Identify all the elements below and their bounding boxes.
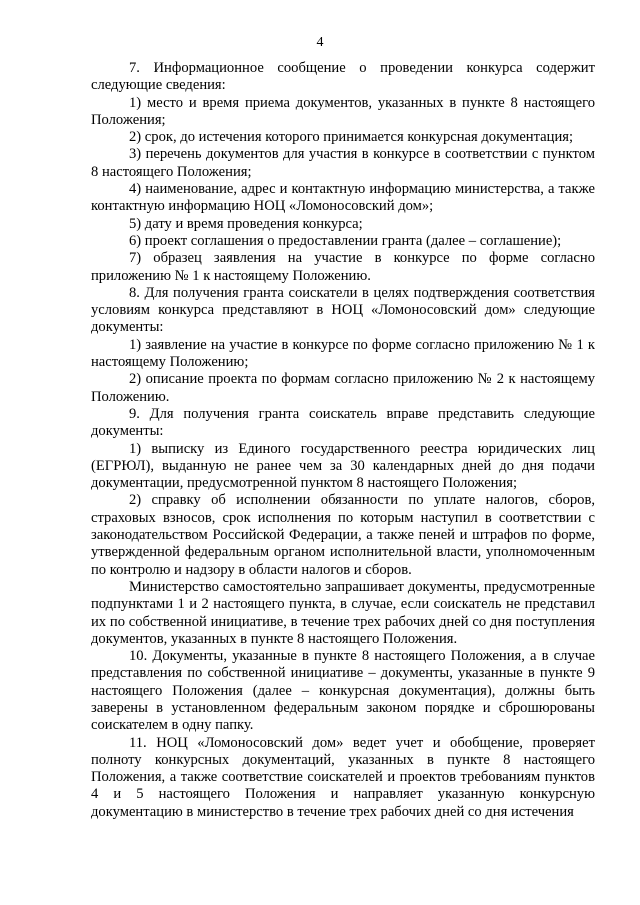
paragraph-11: 11. НОЦ «Ломоносовский дом» ведет учет и обобщение, проверяет полноту конкурсных документаций, указанных в пункте 8 настоящего Положения, а также соответствие соискателей и проектов требованиям пунктов 4 и 5 настоящего Положения и направляет указанную конкурсную документацию в министерство в течение трех рабочих дней со дня истечения bbox=[91, 734, 595, 820]
paragraph-9-1: 1) выписку из Единого государственного реестра юридических лиц (ЕГРЮЛ), выданную не ранее чем за 30 календарных дней до дня подачи документации, предусмотренной пунктом 8 настоящего Положения; bbox=[91, 440, 595, 492]
paragraph-8: 8. Для получения гранта соискатели в целях подтверждения соответствия условиям конкурса представляют в НОЦ «Ломоносовский дом» следующие документы: bbox=[91, 284, 595, 336]
document-body bbox=[91, 60, 595, 821]
paragraph-7-1: 1) место и время приема документов, указанных в пункте 8 настоящего Положения; bbox=[91, 94, 595, 128]
paragraph-7-4: 4) наименование, адрес и контактную информацию министерства, а также контактную информацию НОЦ «Ломоносовский дом»; bbox=[91, 181, 595, 215]
paragraph-7-5: 5) дату и время проведения конкурса; bbox=[129, 215, 363, 232]
paragraph-7-6: 6) проект соглашения о предоставлении гранта (далее – соглашение); bbox=[129, 232, 562, 249]
page-number: 4 bbox=[316, 35, 324, 50]
paragraph-7-3: 3) перечень документов для участия в конкурсе в соответствии с пунктом 8 настоящего Положения; bbox=[91, 146, 595, 180]
paragraph-7-2: 2) срок, до истечения которого принимается конкурсная документация; bbox=[129, 129, 574, 146]
paragraph-10: 10. Документы, указанные в пункте 8 настоящего Положения, а в случае представления по собственной инициативе – документы, указанные в пункте 9 настоящего Положения (далее – конкурсная документация), должны быть заверены в установленном федеральным законом порядке и сброшюрованы соискателем в одну папку. bbox=[91, 648, 595, 734]
paragraph-9-2: 2) справку об исполнении обязанности по уплате налогов, сборов, страховых взносов, срок исполнения по которым наступил в соответствии с законодательством Российской Федерации, а также пеней и штрафов по форме, утвержденной федеральным органом исполнительной власти, уполномоченным по контролю и надзору в области налогов и сборов. bbox=[91, 492, 595, 578]
paragraph-9-note: Министерство самостоятельно запрашивает документы, предусмотренные подпунктами 1 и 2 настоящего пункта, в случае, если соискатель не представил их по собственной инициативе, в течение трех рабочих дней со дня поступления документов, указанных в пункте 8 настоящего Положения. bbox=[91, 578, 595, 647]
paragraph-8-1: 1) заявление на участие в конкурсе по форме согласно приложению № 1 к настоящему Положению; bbox=[91, 336, 595, 371]
paragraph-9: 9. Для получения гранта соискатель вправе представить следующие документы: bbox=[91, 405, 595, 440]
paragraph-7: 7. Информационное сообщение о проведении конкурса содержит следующие сведения: bbox=[91, 60, 595, 94]
paragraph-7-7: 7) образец заявления на участие в конкурсе по форме согласно приложению № 1 к настоящему Положению. bbox=[91, 250, 595, 284]
paragraph-8-2: 2) описание проекта по формам согласно приложению № 2 к настоящему Положению. bbox=[91, 371, 595, 405]
